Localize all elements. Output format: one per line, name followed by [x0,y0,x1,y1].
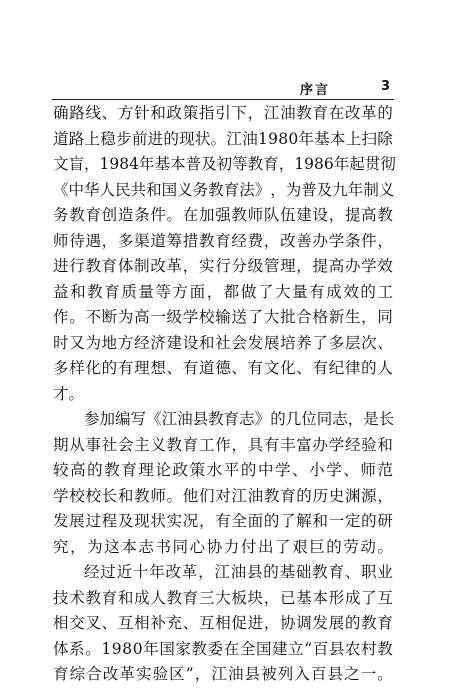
text-line: 文 盲 ， 1 9 8 4 年 基 本 普 及 初 等 教 育 ， 1 9 8 6 年 起 贯 彻 [53,155,396,173]
body-text [53,101,396,688]
text-line: 发 展 过 程 及 现 状 实 况 ， 有 全 面 的 了 解 和 一 定 的 研 [53,512,393,530]
text-line: 学 校 校 长 和 教 师 。 他 们 对 江 油 教 育 的 历 史 渊 源 ， [53,486,393,505]
text-line: 育 综 合 改 革 实 验 区 ” ， 江 油 县 被 列 入 百 县 之 一 。 [53,665,393,683]
paragraph [53,560,393,688]
text-line: 相 交 叉 、 互 相 补 充 、 互 相 促 进 ， 协 调 发 展 的 教 育 [53,614,393,632]
text-line: 究 ， 为 这 本 志 书 同 心 协 力 付 出 了 艰 巨 的 劳 动 。 [53,537,393,556]
text-line: 师 待 遇 ， 多 渠 道 筹 措 教 育 经 费 ， 改 善 办 学 条 件 ， [53,231,393,250]
running-header [300,79,390,98]
text-line: 作 。 不 断 为 高 一 级 学 校 输 送 了 大 批 合 格 新 生 ， 同 [53,308,393,326]
text-line: 经 过 近 十 年 改 革 ， 江 油 县 的 基 础 教 育 、 职 业 [84,563,393,581]
paragraph [53,407,393,560]
text-line: 道 路 上 稳 步 前 进 的 现 状 。 江 油 1 9 8 0 年 基 本 上 扫 除 [53,129,393,148]
text-line: 务 教 育 创 造 条 件 。 在 加 强 教 师 队 伍 建 设 ， 提 高 教 [53,206,393,224]
text-line: 进 行 教 育 体 制 改 革 ， 实 行 分 级 管 理 ， 提 高 办 学 效 [53,257,393,275]
header-rule [52,99,394,100]
text-line: 多 样 化 的 有 理 想 、 有 道 德 、 有 文 化 、 有 纪 律 的 人 [53,359,393,377]
chapter-title: 序言 [300,83,331,98]
page-number: 3 [380,79,390,94]
text-line: 才。 [53,384,85,403]
text-line: 体 系 。 1 9 8 0 年 国 家 教 委 在 全 国 建 立 “ 百 县 农 村 教 [53,639,393,658]
text-line: 技 术 教 育 和 成 人 教 育 三 大 板 块 ， 已 基 本 形 成 了 互 [53,588,393,607]
text-line: 确 路 线 、 方 针 和 政 策 指 引 下 ， 江 油 教 育 在 改 革 的 [53,104,393,122]
text-line: 较 高 的 教 育 理 论 政 策 水 平 的 中 学 、 小 学 、 师 范 [53,461,393,479]
text-line: 益 和 教 育 质 量 等 方 面 ， 都 做 了 大 量 有 成 效 的 工 [53,282,393,301]
text-line: 期 从 事 社 会 主 义 教 育 工 作 ， 具 有 丰 富 办 学 经 验 和 [53,435,393,454]
text-line: 时 又 为 地 方 经 济 建 设 和 社 会 发 展 培 养 了 多 层 次 、 [53,333,393,352]
text-line: 《 中 华 人 民 共 和 国 义 务 教 育 法 》 ， 为 普 及 九 年 制 义 [53,180,395,199]
paragraph [53,101,396,407]
text-line: 参 加 编 写 《 江 油 县 教 育 志 》 的 几 位 同 志 ， 是 长 [84,410,395,428]
